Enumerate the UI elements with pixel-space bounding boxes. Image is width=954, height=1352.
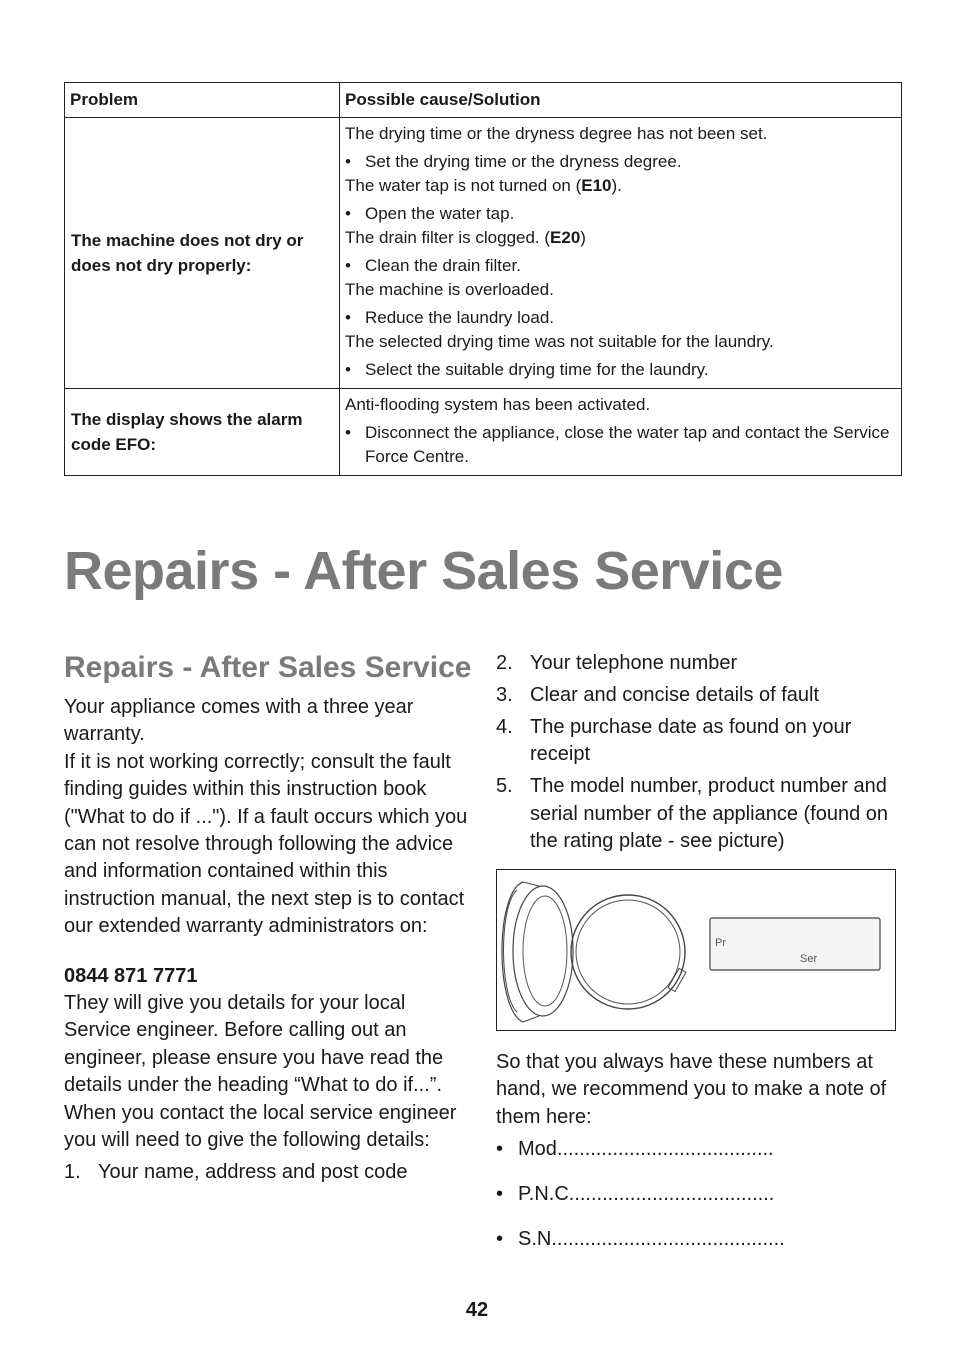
fill-in-fields bbox=[496, 1136, 785, 1271]
solution-cell bbox=[340, 389, 902, 476]
table-row bbox=[65, 389, 902, 476]
list-item: 4. The purchase date as found on your receipt bbox=[496, 715, 852, 766]
solution-item: • Open the water tap. bbox=[345, 202, 896, 226]
solution-cell bbox=[340, 118, 902, 389]
bullet-icon: • bbox=[496, 1228, 504, 1250]
intro-paragraph: Your appliance comes with a three year warranty. bbox=[64, 696, 414, 746]
cause-text: The drying time or the dryness degree has not been set. bbox=[345, 124, 768, 143]
list-item: 5. The model number, product number and serial number of the appliance (found on the rating plate - see picture) bbox=[496, 775, 889, 852]
list-item: 1. Your name, address and post code bbox=[64, 1160, 408, 1183]
bullet-icon: • bbox=[496, 1138, 504, 1160]
page-title: Repairs - After Sales Service bbox=[64, 541, 783, 601]
cause-text: The drain filter is clogged. (E20) bbox=[345, 228, 586, 247]
column-header-problem: Problem bbox=[65, 83, 340, 118]
bullet-icon: • bbox=[345, 204, 351, 223]
solution-item: • Reduce the laundry load. bbox=[345, 306, 896, 330]
solution-item: • Clean the drain filter. bbox=[345, 254, 896, 278]
bullet-icon: • bbox=[345, 423, 351, 442]
cause-text: The water tap is not turned on (E10). bbox=[345, 176, 622, 195]
problem-cell: The display shows the alarm code EFO: bbox=[65, 389, 340, 476]
details-paragraph: They will give you details for your local Service engineer. Before calling out an engineer, please ensure you have read the details under the heading “What to do if...”. When you contact the local service engineer you will need to give the following details: bbox=[64, 992, 457, 1152]
rating-plate-illustration bbox=[496, 869, 896, 1031]
right-column bbox=[496, 646, 906, 860]
details-list bbox=[64, 1159, 474, 1186]
problem-cell: The machine does not dry or does not dry properly: bbox=[65, 118, 340, 389]
solution-item: • Select the suitable drying time for the laundry. bbox=[345, 358, 896, 382]
washer-door-drawing bbox=[497, 870, 895, 1030]
error-code: E20 bbox=[550, 228, 581, 247]
note-paragraph: So that you always have these numbers at hand, we recommend you to make a note of them here: bbox=[496, 1051, 887, 1128]
plate-label-pr: Pr bbox=[715, 937, 726, 949]
serial-number-field: • S.N.......................................... bbox=[496, 1226, 785, 1271]
solution-item: • Set the drying time or the dryness degree. bbox=[345, 150, 896, 174]
section-title: Repairs - After Sales Service bbox=[64, 651, 472, 684]
troubleshooting-table bbox=[64, 82, 902, 476]
plate-label-ser: Ser bbox=[800, 953, 818, 965]
bullet-icon: • bbox=[345, 308, 351, 327]
cause-text: The machine is overloaded. bbox=[345, 280, 554, 299]
details-list-continued bbox=[496, 650, 906, 855]
bullet-icon: • bbox=[345, 360, 351, 379]
left-column bbox=[64, 648, 474, 1190]
product-number-field: • P.N.C..................................... bbox=[496, 1181, 785, 1226]
model-number-field: • Mod....................................... bbox=[496, 1136, 785, 1181]
bullet-icon: • bbox=[496, 1183, 504, 1205]
error-code: E10 bbox=[581, 176, 612, 195]
list-item: 2. Your telephone number bbox=[496, 652, 738, 674]
phone-number: 0844 871 7771 bbox=[64, 964, 198, 987]
bullet-icon: • bbox=[345, 256, 351, 275]
table-header-row bbox=[65, 83, 902, 118]
bullet-icon: • bbox=[345, 152, 351, 171]
solution-item: • Disconnect the appliance, close the water tap and contact the Service Force Centre. bbox=[345, 423, 890, 466]
cause-text: Anti-flooding system has been activated. bbox=[345, 395, 651, 414]
table-row bbox=[65, 118, 902, 389]
column-header-solution: Possible cause/Solution bbox=[340, 83, 902, 118]
intro-paragraph: If it is not working correctly; consult the fault finding guides within this instruction book ("What to do if ..."). If a fault occurs which you can not resolve through following the advice and information contained within this instruction manual, the next step is to contact our extended warranty administrators on: bbox=[64, 750, 468, 938]
list-item: 3. Clear and concise details of fault bbox=[496, 683, 820, 706]
page-number: 42 bbox=[465, 1299, 489, 1321]
cause-text: The selected drying time was not suitable for the laundry. bbox=[345, 332, 774, 351]
